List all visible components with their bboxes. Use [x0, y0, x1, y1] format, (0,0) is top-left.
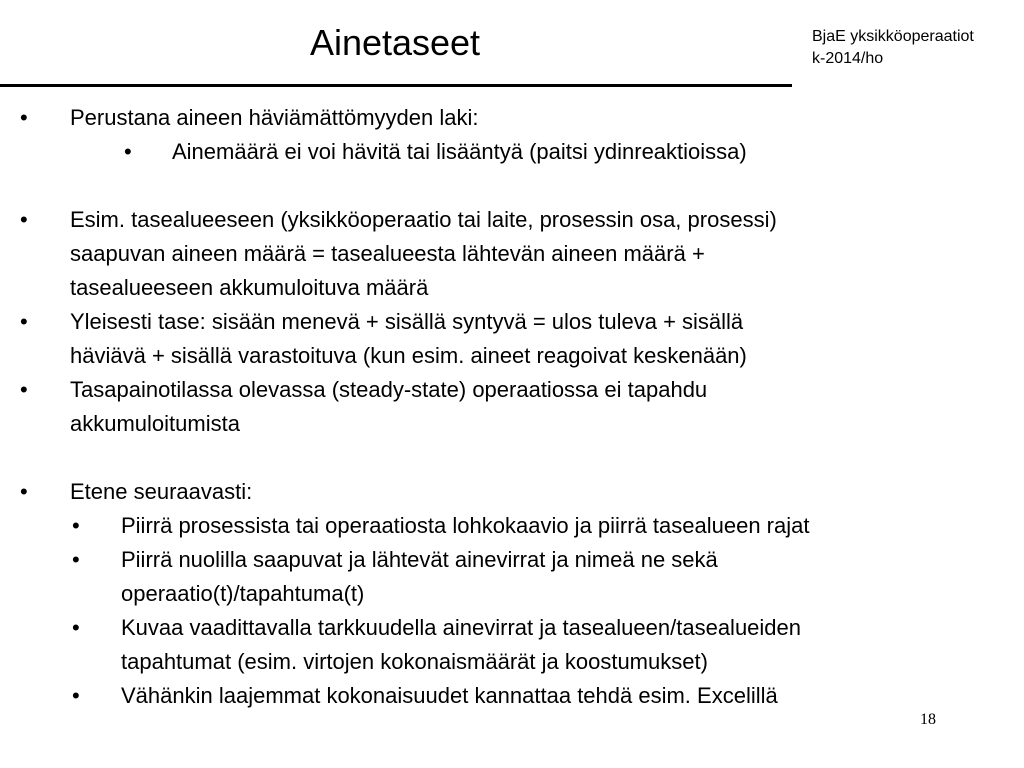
sub-bullet-marker: •: [72, 683, 80, 708]
bullet-marker: •: [20, 377, 28, 402]
sub-bullet-text: tapahtumat (esim. virtojen kokonaismäärät ja koostumukset): [121, 649, 708, 674]
bullet-text: Etene seuraavasti:: [70, 479, 253, 504]
sub-bullet-marker: •: [72, 615, 80, 640]
sub-bullet-marker: •: [72, 513, 80, 538]
page-number: 18: [920, 711, 936, 728]
slide-title: Ainetaseet: [309, 22, 481, 63]
bullet-text: Esim. tasealueeseen (yksikköoperaatio tai laite, prosessin osa, prosessi): [70, 207, 777, 232]
sub-bullet-text: Kuvaa vaadittavalla tarkkuudella ainevirrat ja tasealueen/tasealueiden: [121, 615, 802, 640]
bullet-text: Tasapainotilassa olevassa (steady-state) operaatiossa ei tapahdu: [70, 377, 708, 402]
bullet-text: Yleisesti tase: sisään menevä + sisällä syntyvä = ulos tuleva + sisällä: [70, 309, 744, 334]
sub-bullet-text: Ainemäärä ei voi hävitä tai lisääntyä (paitsi ydinreaktioissa): [172, 139, 747, 164]
sub-bullet-marker: •: [124, 139, 132, 164]
bullet-text: Perustana aineen häviämättömyyden laki:: [70, 105, 479, 130]
bullet-text: häviävä + sisällä varastoituva (kun esim. aineet reagoivat keskenään): [70, 343, 747, 368]
bullet-marker: •: [20, 207, 28, 232]
bullet-text: tasealueeseen akkumuloituva määrä: [70, 275, 429, 300]
sub-bullet-text: Piirrä nuolilla saapuvat ja lähtevät ainevirrat ja nimeä ne sekä: [121, 547, 718, 572]
header-note-line: BjaE yksikköoperaatiot: [812, 28, 974, 45]
sub-bullet-text: Piirrä prosessista tai operaatiosta lohkokaavio ja piirrä tasealueen rajat: [121, 513, 810, 538]
sub-bullet-marker: •: [72, 547, 80, 572]
sub-bullet-text: operaatio(t)/tapahtuma(t): [121, 581, 365, 606]
bullet-marker: •: [20, 479, 28, 504]
header-note-line: k-2014/ho: [812, 50, 884, 67]
bullet-marker: •: [20, 105, 28, 130]
sub-bullet-text: Vähänkin laajemmat kokonaisuudet kannattaa tehdä esim. Excelillä: [121, 683, 778, 708]
bullet-text: saapuvan aineen määrä = tasealueesta lähtevän aineen määrä +: [70, 241, 705, 266]
bullet-marker: •: [20, 309, 28, 334]
bullet-text: akkumuloitumista: [70, 411, 240, 436]
